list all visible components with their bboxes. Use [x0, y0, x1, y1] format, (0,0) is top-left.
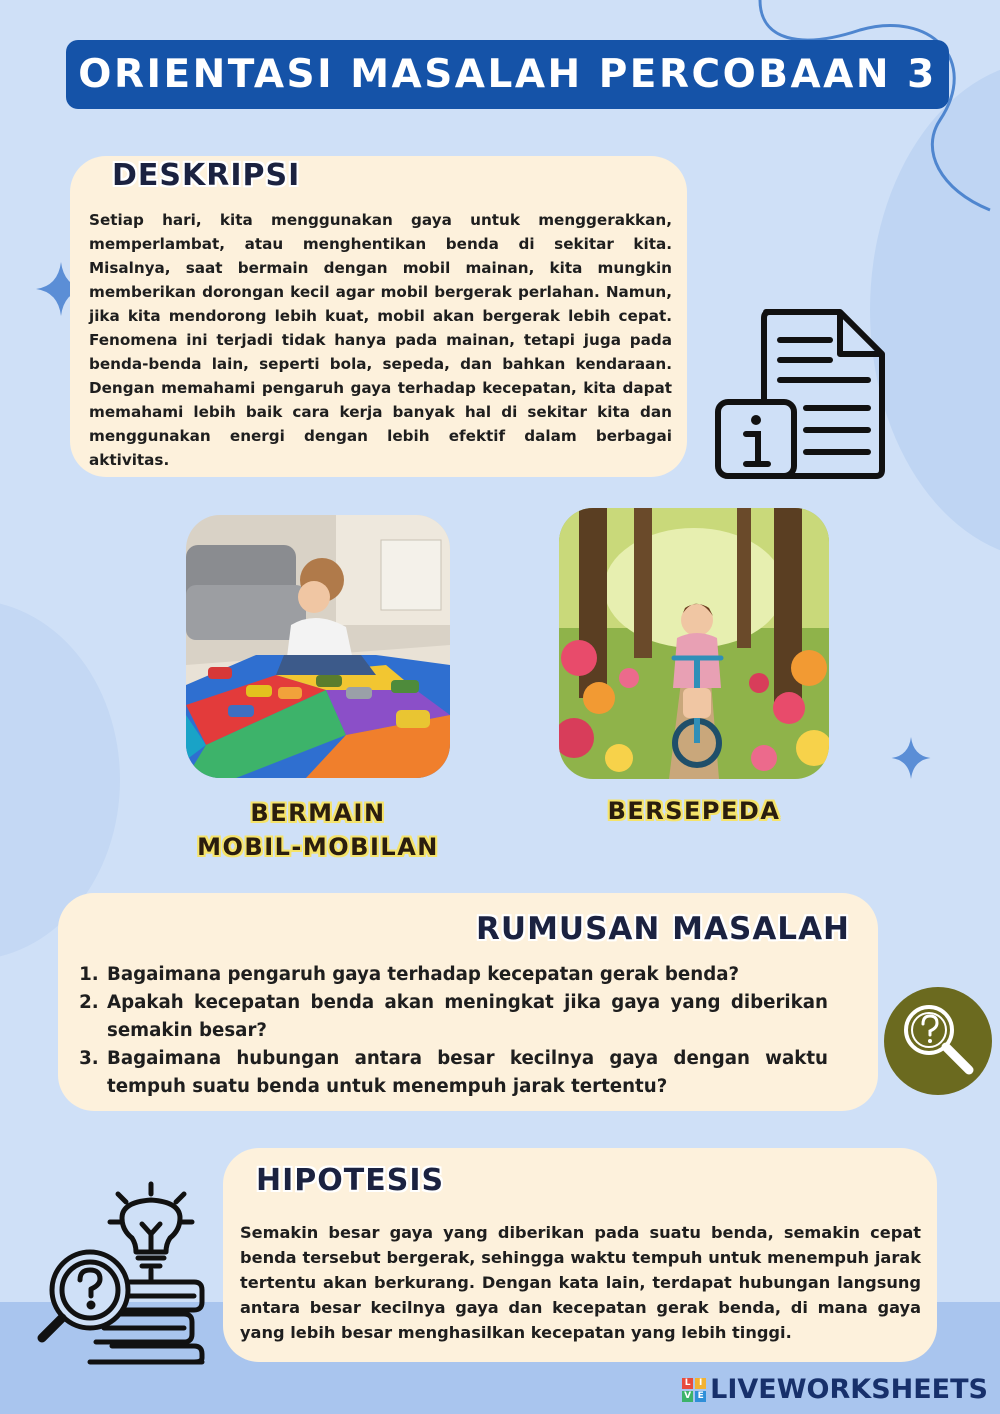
- caption-toy-cars: [186, 796, 450, 864]
- cycling-illustration: [559, 508, 829, 779]
- rumusan-list: [80, 961, 828, 1101]
- logo-letter: I: [695, 1378, 706, 1389]
- logo-letter: L: [682, 1378, 693, 1389]
- title-banner: [66, 40, 949, 109]
- list-item: 1. Bagaimana pengaruh gaya terhadap kecepatan gerak benda?: [105, 961, 828, 989]
- info-document-icon: [714, 308, 888, 480]
- deskripsi-heading: DESKRIPSI: [112, 158, 301, 193]
- list-item: 2. Apakah kecepatan benda akan meningkat jika gaya yang diberikan semakin besar?: [105, 989, 828, 1045]
- caption-line: BERMAIN: [250, 799, 386, 827]
- list-item: 3. Bagaimana hubungan antara besar kecilnya gaya dengan waktu tempuh suatu benda untuk menempuh jarak tertentu?: [105, 1045, 828, 1101]
- liveworksheets-logo-icon: [682, 1378, 706, 1402]
- photo-cycling: [559, 508, 829, 779]
- logo-letter: V: [682, 1391, 693, 1402]
- hipotesis-text: Semakin besar gaya yang diberikan pada suatu benda, semakin cepat benda tersebut bergerak, sehingga waktu tempuh untuk menempuh jarak tertentu akan berkurang. Dengan kata lain, terdapat hubungan langsung antara besar kecilnya gaya dan kecepatan gerak benda, di mana gaya yang lebih besar menghasilkan kecepatan yang lebih tinggi.: [240, 1223, 921, 1342]
- sparkle-icon: [890, 737, 932, 779]
- background-swirl: [740, 0, 1000, 230]
- magnifier-question-icon: [883, 986, 993, 1096]
- logo-letter: E: [695, 1391, 706, 1402]
- deskripsi-text: Setiap hari, kita menggunakan gaya untuk menggerakkan, memperlambat, atau menghentikan benda di sekitar kita. Misalnya, saat bermain dengan mobil mainan, kita mungkin memberikan dorongan kecil agar mobil bergerak perlahan. Namun, jika kita mendorong lebih kuat, mobil akan bergerak lebih cepat. Fenomena ini terjadi tidak hanya pada mainan, tetapi juga pada benda-benda lain, seperti bola, sepeda, dan bahkan kendaraan. Dengan memahami pengaruh gaya terhadap kecepatan, kita dapat memahami lebih baik cara kerja banyak hal di sekitar kita dan menggunakan energi dengan lebih efektif dalam berbagai aktivitas.: [89, 211, 672, 469]
- hipotesis-heading: HIPOTESIS: [256, 1163, 445, 1198]
- caption-cycling: BERSEPEDA: [607, 797, 781, 825]
- liveworksheets-brand: [682, 1374, 988, 1405]
- page-title: ORIENTASI MASALAH PERCOBAAN 3: [78, 52, 937, 97]
- photo-toy-cars: [186, 515, 450, 778]
- toy-cars-illustration: [186, 515, 450, 778]
- rumusan-heading: RUMUSAN MASALAH: [476, 911, 850, 947]
- idea-books-icon: [34, 1180, 208, 1366]
- brand-name: LIVEWORKSHEETS: [710, 1374, 988, 1405]
- caption-line: MOBIL-MOBILAN: [197, 833, 439, 861]
